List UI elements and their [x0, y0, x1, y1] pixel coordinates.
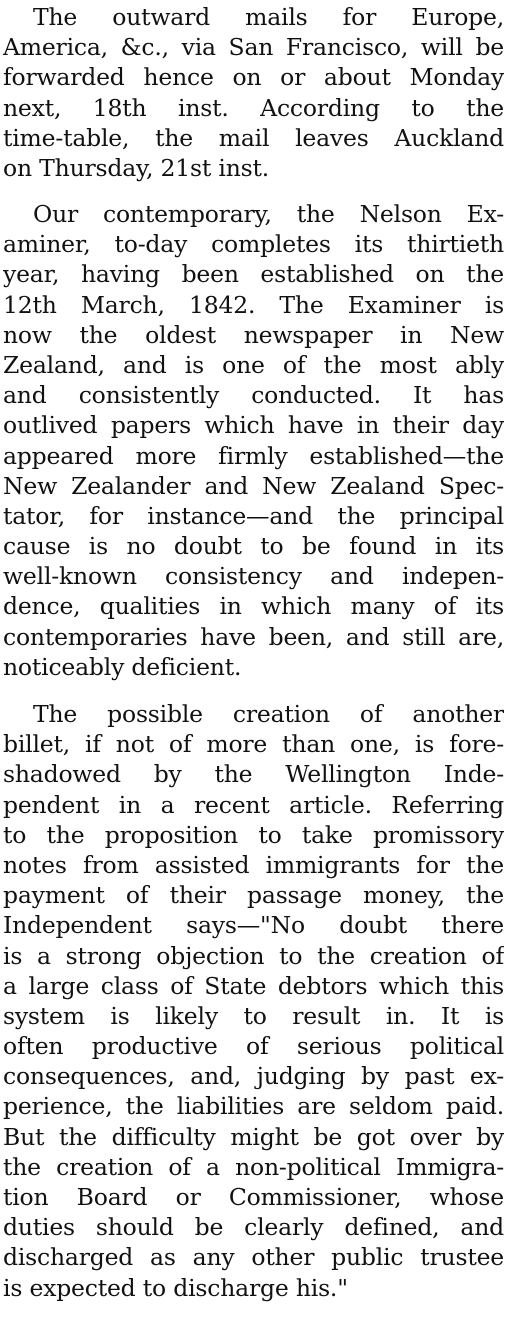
text-line: discharged as any other public trustee	[3, 1243, 504, 1272]
text-line: dence, qualities in which many of its	[3, 592, 504, 621]
text-line: year, having been established on the	[3, 260, 504, 289]
text-line: New Zealander and New Zealand Spec-	[3, 471, 504, 500]
text-line: often productive of serious political	[3, 1032, 504, 1061]
text-line: and consistently conducted. It has	[3, 381, 504, 410]
text-line: shadowed by the Wellington Inde-	[3, 760, 504, 789]
text-line: next, 18th inst. According to the	[3, 93, 504, 122]
paragraph-wellington-independent	[3, 699, 504, 1303]
text-line: The outward mails for Europe,	[33, 3, 504, 31]
text-line: to the proposition to take promissory	[3, 820, 504, 849]
text-line: outlived papers which have in their day	[3, 411, 504, 440]
text-line: aminer, to-day completes its thirtieth	[3, 230, 504, 259]
text-line: on Thursday, 21st inst.	[3, 153, 270, 182]
text-line: time-table, the mail leaves Auckland	[3, 123, 504, 152]
paragraph-outward-mails	[3, 2, 504, 183]
text-line: the creation of a non-political Immigra-	[3, 1152, 504, 1181]
text-line: appeared more firmly established—the	[3, 441, 504, 470]
paragraph-nelson-examiner	[3, 199, 504, 682]
text-line: cause is no doubt to be found in its	[3, 532, 504, 561]
text-line: pendent in a recent article. Referring	[3, 790, 504, 819]
text-line: The possible creation of another	[33, 700, 504, 728]
text-line: Independent says—"No doubt there	[3, 911, 504, 940]
text-line: notes from assisted immigrants for the	[3, 850, 504, 879]
text-line: 12th March, 1842. The Examiner is	[3, 290, 504, 319]
text-line: payment of their passage money, the	[3, 881, 504, 910]
text-line: system is likely to result in. It is	[3, 1001, 504, 1030]
text-line: tion Board or Commissioner, whose	[3, 1183, 504, 1211]
text-line: contemporaries have been, and still are,	[3, 622, 504, 651]
text-line: noticeably deficient.	[3, 652, 242, 681]
text-line: well-known consistency and indepen-	[3, 562, 504, 591]
text-line: consequences, and, judging by past ex-	[3, 1062, 504, 1091]
text-line: billet, if not of more than one, is fore-	[3, 730, 504, 759]
text-line: now the oldest newspaper in New	[3, 320, 504, 349]
text-line: forwarded hence on or about Monday	[3, 63, 504, 92]
text-line: But the difficulty might be got over by	[3, 1122, 504, 1151]
text-line: a large class of State debtors which this	[3, 971, 504, 1000]
text-line: Zealand, and is one of the most ably	[3, 350, 504, 379]
text-line: Our contemporary, the Nelson Ex-	[33, 200, 504, 228]
text-line: duties should be clearly defined, and	[3, 1213, 504, 1242]
text-line: America, &c., via San Francisco, will be	[3, 33, 504, 62]
text-line: is expected to discharge his."	[3, 1273, 348, 1302]
text-line: is a strong objection to the creation of	[3, 941, 504, 970]
text-line: tator, for instance—and the principal	[3, 501, 504, 530]
text-line: perience, the liabilities are seldom paid.	[3, 1092, 504, 1121]
